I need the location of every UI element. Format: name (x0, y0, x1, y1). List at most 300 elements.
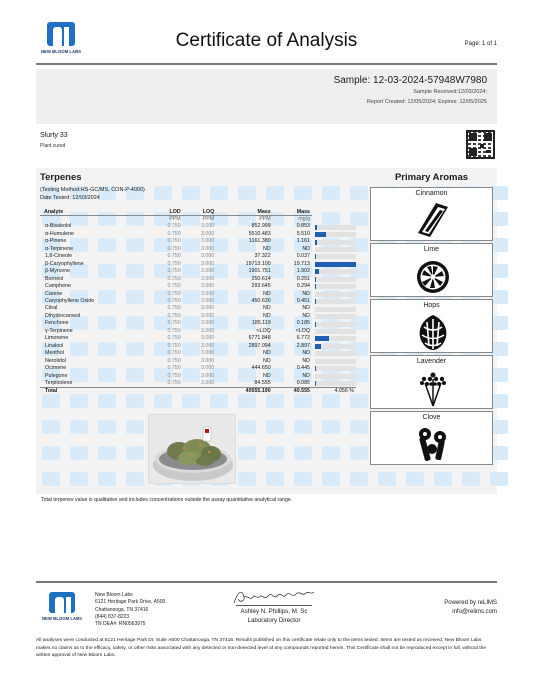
mass-ppm-cell: ND (263, 357, 271, 364)
concentration-bar-track (315, 374, 356, 379)
mass-ppm-cell: 450.630 (251, 297, 271, 304)
loq-cell: 3.000 (200, 275, 215, 282)
watermark-logo-icon (322, 446, 340, 460)
concentration-bar-track (315, 292, 356, 297)
loq-cell: 3.000 (200, 357, 215, 364)
analyte-cell: Linalool (45, 342, 64, 349)
concentration-bar-cell (312, 320, 356, 327)
watermark-logo-icon (98, 420, 116, 434)
lod-cell: 0.750 (167, 253, 181, 260)
watermark-logo-icon (126, 394, 144, 408)
watermark-logo-icon (154, 394, 172, 408)
concentration-bar-track (315, 262, 356, 267)
mass-mg-cell: ND (302, 312, 310, 319)
watermark-logo-icon (182, 394, 200, 408)
powered-by (444, 599, 497, 617)
table-row (40, 335, 356, 342)
mass-mg-cell: 1.161 (296, 238, 310, 245)
watermark-logo-icon (322, 420, 340, 434)
watermark-logo-icon (98, 472, 116, 486)
concentration-bar-cell (312, 291, 356, 298)
watermark-logo-icon (126, 472, 144, 486)
watermark-logo-icon (294, 446, 312, 460)
document-title: Certificate of Analysis (175, 30, 358, 51)
mass-ppm-cell: 19713.100 (245, 260, 271, 267)
concentration-bar-track (315, 307, 356, 312)
loq-cell: 3.000 (200, 260, 215, 267)
watermark-logo-icon (350, 420, 368, 434)
concentration-bar-track (315, 277, 356, 282)
mass-mg-cell: ND (302, 305, 310, 312)
terpenes-header (40, 172, 360, 201)
aroma-name: Lime (423, 246, 440, 253)
mass-mg-cell: ND (302, 245, 310, 252)
mass-mg-cell: 19.713 (293, 260, 310, 267)
mass-ppm-cell: 37.322 (254, 253, 271, 260)
unit-analyte (40, 216, 149, 224)
table-row (40, 291, 356, 298)
watermark-logo-icon (322, 472, 340, 486)
table-row (40, 380, 356, 388)
lod-cell: 0.750 (167, 238, 181, 245)
sample-photo (148, 414, 236, 484)
aroma-name: Clove (422, 414, 441, 421)
analyte-cell: β-Caryophyllene (45, 260, 84, 267)
mass-ppm-cell: 444.650 (251, 365, 271, 372)
lab-license: TN DEA#: RN0563975 (95, 621, 146, 628)
unit-ppm: PPM (259, 216, 271, 222)
watermark-logo-icon (126, 446, 144, 460)
lod-cell: 0.750 (167, 260, 181, 267)
analyte-cell: Caryophyllene Oxide (45, 297, 95, 304)
concentration-bar-track (315, 329, 356, 334)
lab-phone: (844) 837-8223 (95, 613, 130, 620)
product-name: Slurty 33 (40, 132, 68, 139)
sample-info-box (36, 69, 497, 124)
mass-mg-cell: 1.902 (296, 268, 310, 275)
analyte-cell: β-Myrcene (45, 268, 71, 275)
table-row (40, 328, 356, 335)
analyte-cell: α-Humulene (45, 230, 74, 237)
mass-mg-cell: 0.853 (296, 223, 310, 230)
hops-icon (416, 313, 450, 351)
qr-code-icon[interactable] (466, 130, 495, 159)
table-row (40, 223, 356, 230)
concentration-bar-cell (312, 283, 356, 290)
table-row (40, 253, 356, 260)
lab-address-line1: 6121 Heritage Park Drive, A500 (95, 599, 166, 606)
concentration-bar-cell (312, 358, 356, 365)
loq-cell: 3.000 (200, 268, 215, 275)
analyte-cell: Menthol (45, 350, 64, 357)
mass-mg-cell: 0.294 (296, 283, 310, 290)
date-tested: Date Tested: 12/03/2024 (40, 195, 100, 201)
aroma-card-hops (370, 299, 493, 353)
concentration-bar-cell (312, 365, 356, 372)
lab-logo-text: NEW BLOOM LABS (40, 49, 82, 54)
page-header (0, 0, 533, 64)
analyte-cell: Pulegone (45, 372, 68, 379)
concentration-bar-cell (312, 313, 356, 320)
watermark-logo-icon (70, 472, 88, 486)
testing-method: (Testing Method:HS-GC/MS, CON-P-4000) (40, 187, 145, 193)
mass-ppm-cell: 84.555 (254, 379, 271, 386)
analyte-cell: Terpinolene (45, 379, 73, 386)
loq-cell: 3.000 (200, 379, 215, 386)
concentration-bar-cell (312, 298, 356, 305)
total-mg: 40.555 (273, 388, 312, 396)
concentration-bar (315, 262, 356, 267)
concentration-bar-track (315, 359, 356, 364)
mass-mg-cell: 5.510 (296, 230, 310, 237)
page-number: Page: 1 of 1 (464, 41, 497, 47)
watermark-logo-icon (42, 472, 60, 486)
terpenes-title: Terpenes (40, 172, 82, 183)
watermark-logo-icon (70, 446, 88, 460)
mass-ppm-cell: ND (263, 372, 271, 379)
concentration-bar-track (315, 299, 356, 304)
watermark-logo-icon (238, 472, 256, 486)
mass-mg-cell: ND (302, 357, 310, 364)
watermark-logo-icon (238, 446, 256, 460)
loq-cell: 3.000 (200, 223, 215, 230)
table-row (40, 283, 356, 290)
legal-notice: All analyses were conducted at 6121 Heritage Park Dr, Suite A500 Chattanooga, TN 37416. Results published on this certificate relate only to the items tested. Items are tested as received. New Bloom Labs makes no claims as to the efficacy, safety, or other risks associated with any detected or non-detected level of any compounds reported herein. This Certificate shall not be reproduced except in full, without the written approval of New Bloom Labs. (36, 638, 487, 658)
table-row (40, 276, 356, 283)
lod-cell: 0.750 (167, 290, 181, 297)
mass-mg-cell: 6.772 (296, 335, 310, 342)
analyte-cell: Fenchone (45, 320, 69, 327)
mass-ppm-cell: 185.119 (251, 320, 271, 327)
watermark-logo-icon (350, 472, 368, 486)
contact-email[interactable]: info@relims.com (452, 609, 497, 615)
lod-cell: 0.750 (167, 342, 181, 349)
concentration-bar-track (315, 284, 356, 289)
loq-cell: 3.000 (200, 320, 215, 327)
lod-cell: 0.750 (167, 223, 181, 230)
mass-mg-cell: 0.451 (296, 297, 310, 304)
signer-title: Laboratory Director (247, 617, 301, 624)
unit-mg: mg/g (298, 216, 310, 222)
loq-cell: 3.000 (200, 305, 215, 312)
concentration-bar (315, 366, 316, 371)
mass-ppm-cell: ND (263, 290, 271, 297)
lavender-icon (416, 369, 450, 407)
watermark-logo-icon (266, 420, 284, 434)
concentration-bar-track (315, 254, 356, 259)
analyte-cell: Nerolidol (45, 357, 66, 364)
total-row (40, 388, 356, 396)
table-row (40, 320, 356, 327)
loq-cell: 3.000 (200, 350, 215, 357)
footer-divider (36, 581, 497, 583)
cannabis-sample-image (149, 415, 236, 484)
mass-ppm-cell: ND (263, 305, 271, 312)
clove-icon (416, 425, 450, 463)
concentration-bar-track (315, 269, 356, 274)
aroma-name: Lavender (416, 358, 447, 365)
concentration-bar-track (315, 336, 356, 341)
concentration-bar-cell (312, 268, 356, 275)
cinnamon-icon (416, 201, 450, 239)
concentration-bar-cell (312, 343, 356, 350)
concentration-bar-track (315, 351, 356, 356)
watermark-logo-icon (294, 472, 312, 486)
lod-cell: 0.750 (167, 379, 181, 386)
concentration-bar (315, 225, 317, 230)
watermark-logo-icon (490, 472, 508, 486)
lod-cell: 0.750 (167, 357, 181, 364)
watermark-logo-icon (462, 472, 480, 486)
footer-logo-mark-icon (49, 592, 75, 613)
watermark-logo-icon (406, 472, 424, 486)
mass-mg-cell: 0.085 (296, 379, 310, 386)
watermark-logo-icon (210, 394, 228, 408)
col-bar (312, 208, 356, 216)
concentration-bar-cell (312, 305, 356, 312)
watermark-logo-icon (266, 394, 284, 408)
analyte-cell: Carene (45, 290, 63, 297)
signature-line (236, 605, 312, 606)
concentration-bar-cell (312, 373, 356, 380)
loq-cell: 3.000 (200, 342, 215, 349)
mass-ppm-cell: 852.999 (251, 223, 271, 230)
watermark-logo-icon (350, 446, 368, 460)
lod-cell: 0.750 (167, 320, 181, 327)
watermark-logo-icon (42, 394, 60, 408)
concentration-bar-cell (312, 335, 356, 342)
concentration-bar-track (315, 381, 356, 386)
footer-logo (40, 592, 84, 621)
analyte-cell: Dihydrocarveol (45, 312, 81, 319)
lod-cell: 0.750 (167, 245, 181, 252)
watermark-logo-icon (294, 420, 312, 434)
concentration-bar-track (315, 225, 356, 230)
col-lod: LOD (149, 208, 183, 216)
watermark-logo-icon (434, 472, 452, 486)
concentration-bar (315, 232, 326, 237)
lod-cell: 0.750 (167, 312, 181, 319)
unit-lod: PPM (169, 216, 181, 222)
aroma-card-lime (370, 243, 493, 297)
table-row (40, 343, 356, 350)
concentration-bar (315, 344, 321, 349)
table-row (40, 268, 356, 275)
loq-cell: 3.000 (200, 297, 215, 304)
table-header-row (40, 208, 356, 216)
watermark-logo-icon (266, 446, 284, 460)
mass-ppm-cell: 1901.751 (248, 268, 271, 275)
analyte-cell: Ocimene (45, 365, 67, 372)
watermark-logo-icon (70, 420, 88, 434)
watermark-logo-icon (70, 394, 88, 408)
col-loq: LOQ (183, 208, 217, 216)
aroma-name: Cinnamon (415, 190, 448, 197)
primary-aromas-panel (370, 172, 493, 467)
mass-ppm-cell: 5510.483 (248, 230, 271, 237)
loq-cell: 3.000 (200, 335, 215, 342)
concentration-bar (315, 299, 316, 304)
terpene-disclaimer: Total terpenes value is qualitative and includes concentrations outside the assay quantitative analytical range. (41, 497, 293, 503)
mass-ppm-cell: 250.614 (251, 275, 271, 282)
loq-cell: 3.000 (200, 290, 215, 297)
aroma-card-cinnamon (370, 187, 493, 241)
lod-cell: 0.750 (167, 372, 181, 379)
concentration-bar-cell (312, 350, 356, 357)
analyte-cell: α-Pinene (45, 238, 67, 245)
aroma-name: Hops (423, 302, 440, 309)
mass-mg-cell: 0.037 (296, 253, 310, 260)
concentration-bar-track (315, 232, 356, 237)
watermark-logo-icon (42, 420, 60, 434)
sample-id: Sample: 12-03-2024-57948W7980 (333, 75, 487, 86)
watermark-logo-icon (238, 420, 256, 434)
analyte-cell: γ-Terpinene (45, 327, 73, 334)
total-percent: 4.056 % (312, 388, 356, 396)
loq-cell: 3.000 (200, 238, 215, 245)
aroma-card-lavender (370, 355, 493, 409)
table-row (40, 246, 356, 253)
concentration-bar-track (315, 314, 356, 319)
concentration-bar-cell (312, 328, 356, 335)
concentration-bar (315, 284, 316, 289)
watermark-logo-icon (98, 446, 116, 460)
loq-cell: 3.000 (200, 312, 215, 319)
concentration-bar-track (315, 366, 356, 371)
table-row (40, 231, 356, 238)
table-row (40, 305, 356, 312)
analyte-cell: Citral (45, 305, 58, 312)
lab-address-line2: Chattanooga, TN 37416 (95, 606, 149, 613)
lab-address (95, 592, 165, 628)
analyte-cell: α-Bisabolol (45, 223, 72, 230)
mass-mg-cell: 0.251 (296, 275, 310, 282)
col-analyte: Analyte (40, 208, 149, 216)
analyte-cell: Limonene (45, 335, 69, 342)
terpenes-table (40, 208, 356, 396)
concentration-bar-cell (312, 238, 356, 245)
concentration-bar-cell (312, 380, 356, 388)
concentration-bar (315, 240, 317, 245)
analyte-cell: Borneol (45, 275, 64, 282)
loq-cell: 3.000 (200, 245, 215, 252)
mass-mg-cell: 0.445 (296, 365, 310, 372)
table-row (40, 238, 356, 245)
lod-cell: 0.750 (167, 283, 181, 290)
concentration-bar (315, 336, 329, 341)
concentration-bar (315, 269, 319, 274)
lod-cell: 0.750 (167, 327, 181, 334)
footer-logo-text: NEW BLOOM LABS (41, 616, 83, 621)
watermark-logo-icon (266, 472, 284, 486)
lod-cell: 0.750 (167, 305, 181, 312)
table-row (40, 365, 356, 372)
mass-mg-cell: ND (302, 350, 310, 357)
total-ppm: 40555.190 (216, 388, 272, 396)
watermark-logo-icon (42, 446, 60, 460)
mass-ppm-cell: ND (263, 245, 271, 252)
analyte-cell: α-Terpinene (45, 245, 74, 252)
concentration-bar-track (315, 322, 356, 327)
concentration-bar-track (315, 344, 356, 349)
mass-ppm-cell: 2897.094 (248, 342, 271, 349)
table-row (40, 373, 356, 380)
loq-cell: 3.000 (200, 327, 215, 334)
mass-mg-cell: <LOQ (295, 327, 310, 334)
report-dates: Report Created: 12/05/2024; Expires: 12/05/2025 (366, 99, 487, 105)
header-divider (36, 63, 497, 65)
watermark-logo-icon (98, 394, 116, 408)
loq-cell: 3.000 (200, 365, 215, 372)
mass-mg-cell: ND (302, 290, 310, 297)
watermark-logo-icon (126, 420, 144, 434)
mass-ppm-cell: 1161.380 (248, 238, 271, 245)
col-mass-mg: Mass (273, 208, 312, 216)
concentration-bar (315, 277, 316, 282)
table-row (40, 298, 356, 305)
lod-cell: 0.750 (167, 350, 181, 357)
table-row (40, 261, 356, 268)
mass-ppm-cell: ND (263, 312, 271, 319)
mass-ppm-cell: 293.645 (251, 283, 271, 290)
mass-ppm-cell: <LOQ (256, 327, 271, 334)
lod-cell: 0.750 (167, 268, 181, 275)
concentration-bar-cell (312, 261, 356, 268)
table-row (40, 313, 356, 320)
concentration-bar-track (315, 247, 356, 252)
lod-cell: 0.750 (167, 275, 181, 282)
loq-cell: 3.000 (200, 283, 215, 290)
concentration-bar-cell (312, 223, 356, 230)
concentration-bar-cell (312, 253, 356, 260)
concentration-bar-cell (312, 231, 356, 238)
mass-ppm-cell: 6771.848 (248, 335, 271, 342)
lod-cell: 0.750 (167, 335, 181, 342)
sample-received: Sample Received:12/03/2024; (413, 89, 487, 95)
loq-cell: 3.000 (200, 372, 215, 379)
mass-mg-cell: 0.185 (296, 320, 310, 327)
lod-cell: 0.750 (167, 230, 181, 237)
concentration-bar-cell (312, 276, 356, 283)
watermark-logo-icon (294, 394, 312, 408)
col-mass-ppm: Mass (216, 208, 272, 216)
signer-name: Ashley N. Phillips, M. Sc (240, 608, 308, 615)
aroma-card-clove (370, 411, 493, 465)
analyte-cell: Camphene (45, 283, 71, 290)
concentration-bar-cell (312, 246, 356, 253)
director-signature (228, 587, 318, 607)
mass-ppm-cell: ND (263, 350, 271, 357)
analyte-cell: 1,8-Cineole (45, 253, 73, 260)
loq-cell: 3.000 (200, 230, 215, 237)
mass-mg-cell: 2.897 (296, 342, 310, 349)
aromas-title: Primary Aromas (394, 172, 469, 183)
lod-cell: 0.750 (167, 365, 181, 372)
watermark-logo-icon (322, 394, 340, 408)
loq-cell: 3.000 (200, 253, 215, 260)
table-row (40, 358, 356, 365)
table-row (40, 350, 356, 357)
watermark-logo-icon (238, 394, 256, 408)
unit-loq: PPM (202, 216, 215, 222)
concentration-bar-track (315, 240, 356, 245)
mass-mg-cell: ND (302, 372, 310, 379)
lime-icon (416, 257, 450, 295)
lab-name: New Bloom Labs (95, 592, 133, 598)
product-type: Plant cured (40, 143, 66, 149)
total-label: Total (40, 388, 149, 396)
watermark-logo-icon (350, 394, 368, 408)
